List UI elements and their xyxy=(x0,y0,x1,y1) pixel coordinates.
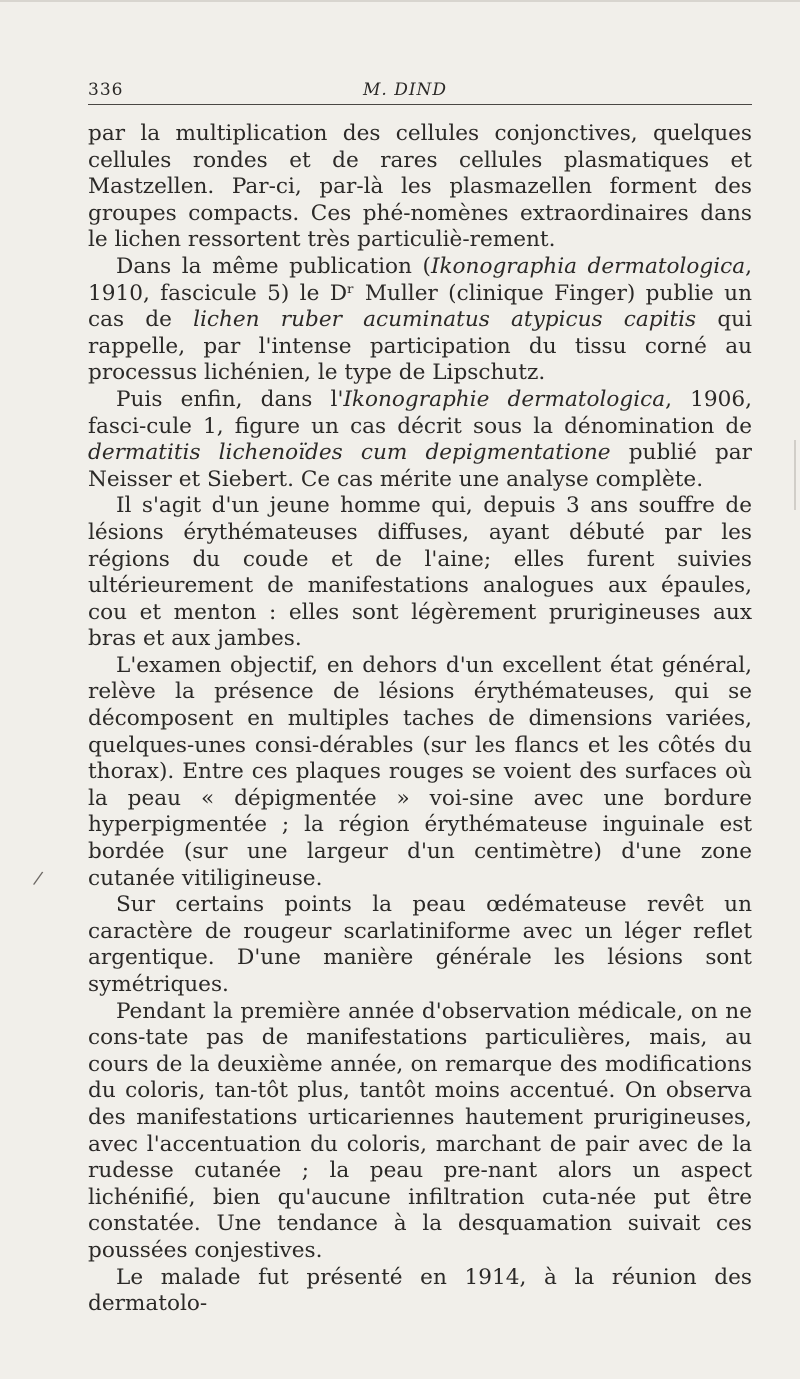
page-header xyxy=(88,74,752,105)
text-run: publié par Neisser et Siebert. Ce cas mérite une analyse complète. xyxy=(88,440,752,492)
paragraph xyxy=(88,653,752,892)
paragraph xyxy=(88,121,752,254)
text-run: qui rappelle, par l'intense participation du tissu corné au processus lichénien, le type de Lipschutz. xyxy=(88,307,752,386)
running-head: M. DIND xyxy=(363,80,448,100)
paragraph xyxy=(88,999,752,1265)
body-text xyxy=(88,121,752,1318)
text-run: Le malade fut présenté en 1914, à la réunion des dermatolo- xyxy=(88,1264,752,1317)
text-run: par la multiplication des cellules conjonctives, quelques cellules rondes et de rares cellules plasmatiques et Mastzellen. Par-ci, par-là les plasmazellen forment des groupes compacts. Ces phé-nomènes extraordinaires dans le lichen ressortent très particuliè-rement. xyxy=(88,121,752,253)
paragraph xyxy=(88,387,752,493)
paragraph xyxy=(88,892,752,998)
stray-pencil-mark: / xyxy=(31,867,45,890)
text-run: Sur certains points la peau œdémateuse revêt un caractère de rougeur scarlatiniforme avec un léger reflet argentique. D'une manière générale les lésions sont symétriques. xyxy=(88,892,752,997)
page-content xyxy=(88,74,752,1318)
scan-edge-line xyxy=(0,0,800,2)
scan-margin-mark xyxy=(794,440,796,510)
paragraph xyxy=(88,1265,752,1318)
italic-text-run: lichen ruber acuminatus atypicus capitis xyxy=(193,307,697,333)
italic-text-run: dermatitis lichenoïdes cum depigmentatione xyxy=(88,440,611,466)
text-run: Il s'agit d'un jeune homme qui, depuis 3 ans souffre de lésions érythémateuses diffuses, ayant débuté par les régions du coude et de l'aine; elles furent suivies ultérieurement de manifestations analogues aux épaules, cou et menton : elles sont légèrement prurigineuses aux bras et aux jambes. xyxy=(88,493,752,652)
italic-text-run: Ikonographie dermatologica xyxy=(343,386,666,412)
text-run: Pendant la première année d'observation médicale, on ne cons-tate pas de manifestations particulières, mais, au cours de la deuxième année, on remarque des modifications du coloris, tan-tôt plus, tantôt moins accentué. On observa des manifestations urticariennes hautement prurigineuses, avec l'accentuation du coloris, marchant de pair avec de la rudesse cutanée ; la peau pre-nant alors un aspect lichénifié, bien qu'aucune infiltration cuta-née put être constatée. Une tendance à la desquamation suivait ces poussées conjestives. xyxy=(88,998,752,1263)
text-run: , 1906, fasci-cule 1, figure un cas décrit sous la dénomination de xyxy=(88,386,753,439)
text-run: Puis enfin, dans l' xyxy=(116,386,344,412)
paragraph xyxy=(88,254,752,387)
page-number: 336 xyxy=(88,80,124,100)
paragraph xyxy=(88,493,752,653)
italic-text-run: Ikonographia dermatologica xyxy=(430,253,746,279)
text-run: L'examen objectif, en dehors d'un excellent état général, relève la présence de lésions érythémateuses, qui se décomposent en multiples taches de dimensions variées, quelques-unes consi-dérables (sur les flancs et les côtés du thorax). Entre ces plaques rouges se voient des surfaces où la peau « dépigmentée » voi-sine avec une bordure hyperpigmentée ; la région érythémateuse inguinale est bordée (sur une largeur d'un centimètre) d'une zone cutanée vitiligineuse. xyxy=(88,652,752,891)
text-run: Dans la même publication ( xyxy=(116,253,431,279)
text-run: , 1910, fascicule 5) le Dʳ Muller (clinique Finger) publie un cas de xyxy=(88,253,752,333)
